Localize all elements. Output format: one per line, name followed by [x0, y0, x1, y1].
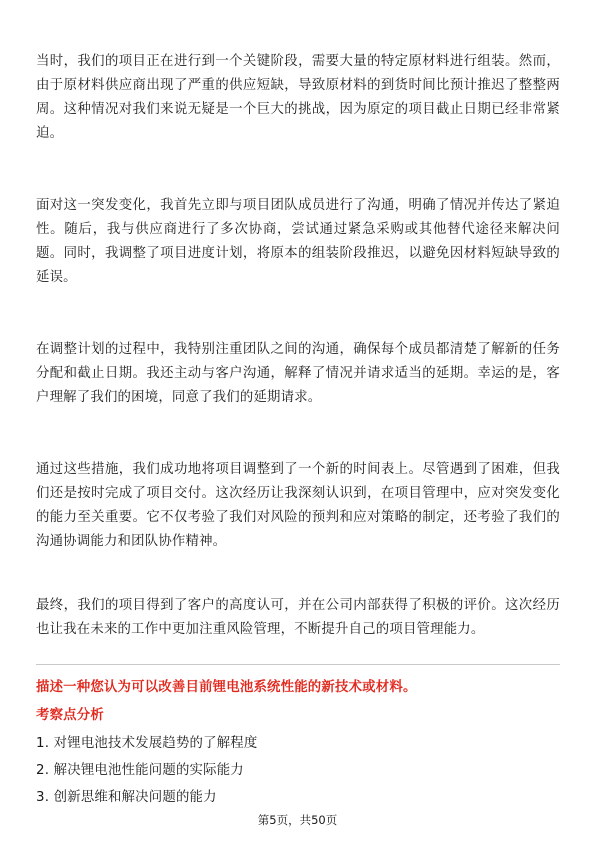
analysis-heading: 考察点分析 [36, 708, 104, 723]
body-paragraph-4: 通过这些措施，我们成功地将项目调整到了一个新的时间表上。尽管遇到了困难，但我们还是按时完成了项目交付。这次经历让我深刻认识到，在项目管理中，应对突发变化的能力至关重要。它不仅考验了我们对风险的预判和应对策略的制定，还考验了我们的沟通协调能力和团队协作精神。 [36, 462, 560, 549]
analysis-point-1: 1. 对锂电池技术发展趋势的了解程度 [36, 736, 258, 751]
question-title: 描述一种您认为可以改善目前锂电池系统性能的新技术或材料。 [36, 680, 417, 695]
body-paragraph-2: 面对这一突发变化，我首先立即与项目团队成员进行了沟通，明确了情况并传达了紧迫性。随后，我与供应商进行了多次协商，尝试通过紧急采购或其他替代途径来解决问题。同时，我调整了项目进度计划，将原本的组装阶段推迟，以避免因材料短缺导致的延误。 [36, 198, 560, 285]
section-divider [36, 664, 560, 665]
body-paragraph-1: 当时，我们的项目正在进行到一个关键阶段，需要大量的特定原材料进行组装。然而，由于原材料供应商出现了严重的供应短缺，导致原材料的到货时间比预计推迟了整整两周。这种情况对我们来说无疑是一个巨大的挑战，因为原定的项目截止日期已经非常紧迫。 [36, 54, 560, 141]
body-paragraph-5: 最终，我们的项目得到了客户的高度认可，并在公司内部获得了积极的评价。这次经历也让我在未来的工作中更加注重风险管理，不断提升自己的项目管理能力。 [36, 598, 560, 637]
body-paragraph-3: 在调整计划的过程中，我特别注重团队之间的沟通，确保每个成员都清楚了解新的任务分配和截止日期。我还主动与客户沟通，解释了情况并请求适当的延期。幸运的是，客户理解了我们的困境，同意了我们的延期请求。 [36, 342, 560, 405]
page-number: 第5页，共50页 [257, 813, 338, 827]
analysis-point-2: 2. 解决锂电池性能问题的实际能力 [36, 763, 244, 778]
analysis-points-list [36, 730, 258, 811]
analysis-point-3: 3. 创新思维和解决问题的能力 [36, 790, 217, 805]
